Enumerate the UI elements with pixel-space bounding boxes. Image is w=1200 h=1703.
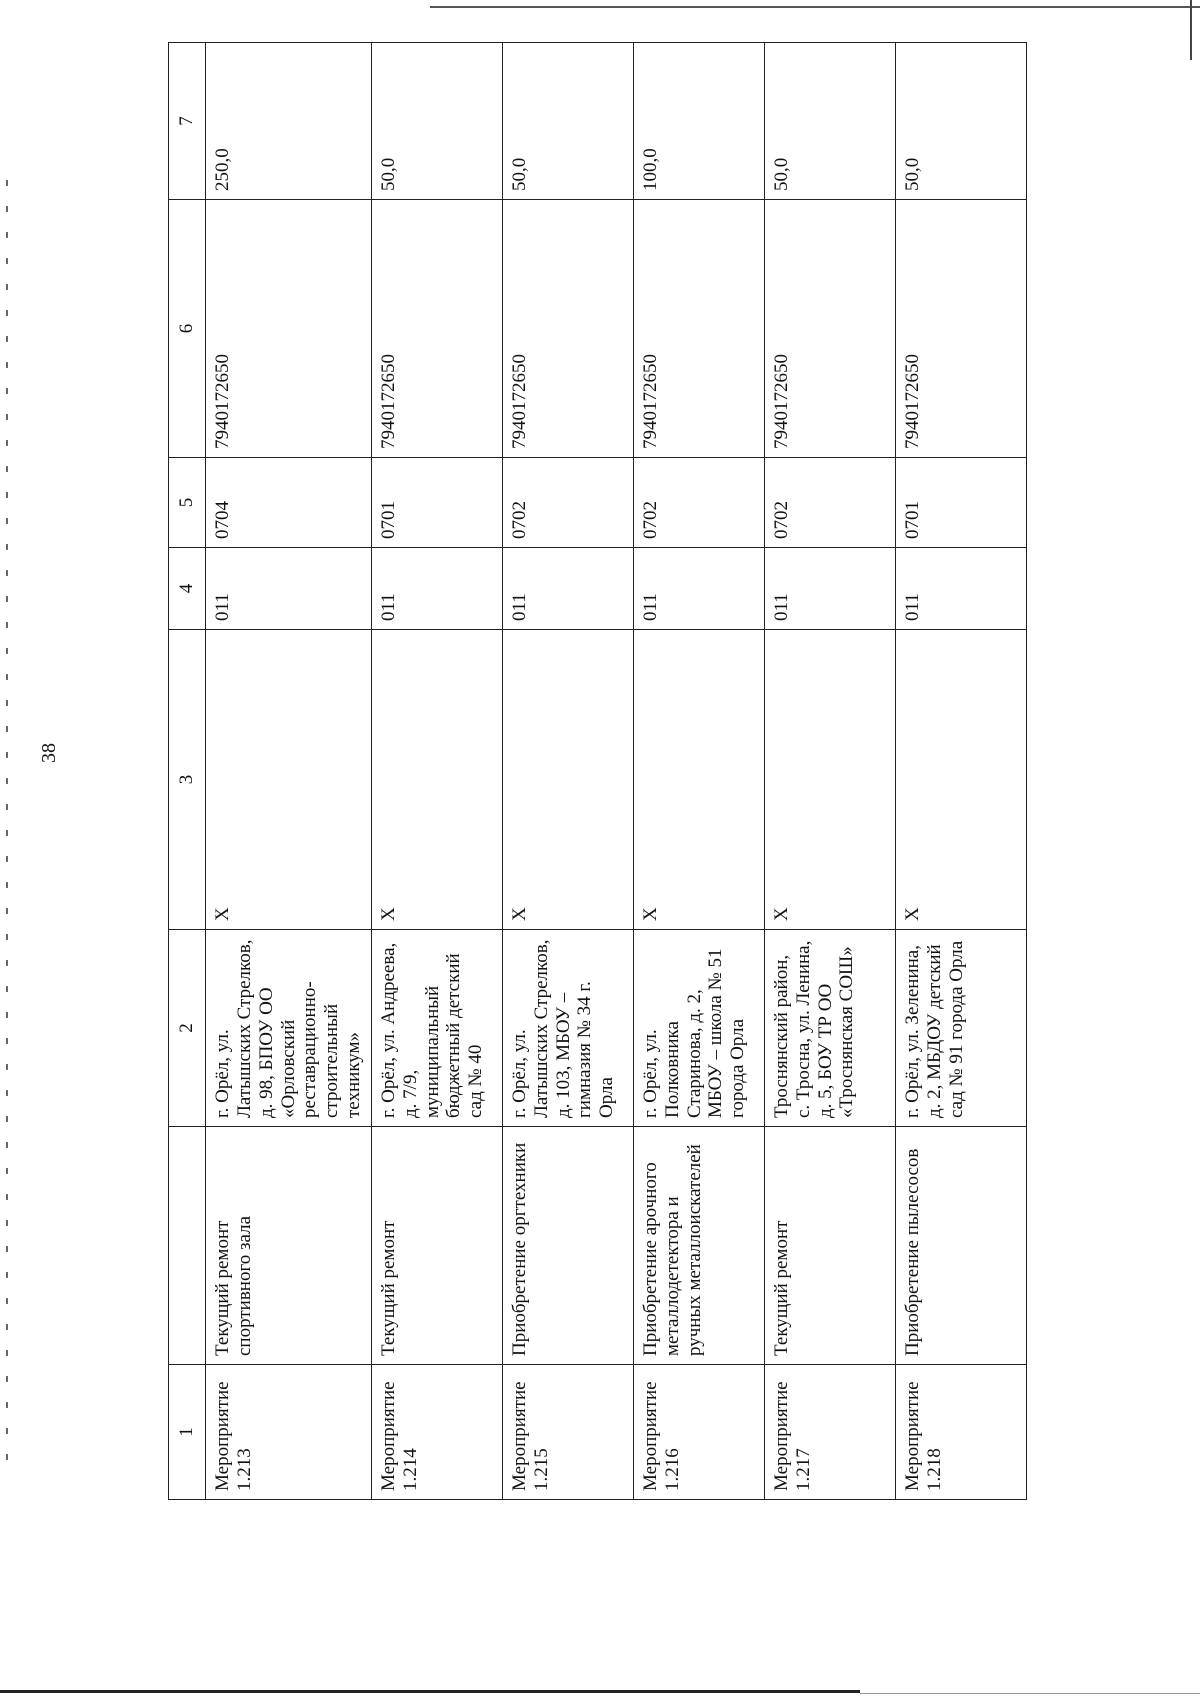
section-cell: 0704: [206, 458, 372, 548]
amount-cell: 50,0: [764, 43, 895, 200]
mark-cell: Х: [206, 630, 372, 930]
amount-cell: 50,0: [502, 43, 633, 200]
code-cell: 011: [895, 548, 1026, 630]
mark-cell: Х: [633, 630, 764, 930]
event-number-cell: Мероприятие 1.217: [764, 1365, 895, 1500]
event-name-cell: Текущий ремонт спортивного зала: [206, 1127, 372, 1365]
address-cell: г. Орёл, ул. Андреева, д. 7/9, муниципальный бюджетный детский сад № 40: [371, 930, 502, 1127]
address-cell: г. Орёл, ул. Зеленина, д. 2, МБДОУ детский сад № 91 города Орла: [895, 930, 1026, 1127]
header-cell: 4: [169, 548, 206, 630]
table-header-row: [169, 43, 206, 1500]
event-number-cell: Мероприятие 1.216: [633, 1365, 764, 1500]
table-row: [371, 43, 502, 1500]
header-cell: 1: [169, 1365, 206, 1500]
budget-table: [168, 42, 1027, 1500]
target-article-cell: 7940172650: [502, 200, 633, 458]
table-row: [764, 43, 895, 1500]
table-row: [895, 43, 1026, 1500]
code-cell: 011: [764, 548, 895, 630]
event-name-cell: Текущий ремонт: [371, 1127, 502, 1365]
event-name-cell: Текущий ремонт: [764, 1127, 895, 1365]
header-cell: 6: [169, 200, 206, 458]
section-cell: 0701: [371, 458, 502, 548]
mark-cell: Х: [895, 630, 1026, 930]
code-cell: 011: [502, 548, 633, 630]
event-name-cell: Приобретение пылесосов: [895, 1127, 1026, 1365]
header-cell: 7: [169, 43, 206, 200]
mark-cell: Х: [502, 630, 633, 930]
header-cell: 5: [169, 458, 206, 548]
amount-cell: 50,0: [371, 43, 502, 200]
section-cell: 0701: [895, 458, 1026, 548]
amount-cell: 250,0: [206, 43, 372, 200]
event-number-cell: Мероприятие 1.218: [895, 1365, 1026, 1500]
table-row: [206, 43, 372, 1500]
address-cell: г. Орёл, ул. Латышских Стрелков, д. 98, БПОУ ОО «Орловский реставрационно-строительный техникум»: [206, 930, 372, 1127]
mark-cell: Х: [371, 630, 502, 930]
section-cell: 0702: [633, 458, 764, 548]
target-article-cell: 7940172650: [764, 200, 895, 458]
table-row: [502, 43, 633, 1500]
target-article-cell: 7940172650: [895, 200, 1026, 458]
section-cell: 0702: [502, 458, 633, 548]
header-cell: 2: [169, 930, 206, 1127]
code-cell: 011: [371, 548, 502, 630]
header-cell: 3: [169, 630, 206, 930]
mark-cell: Х: [764, 630, 895, 930]
section-cell: 0702: [764, 458, 895, 548]
amount-cell: 50,0: [895, 43, 1026, 200]
event-number-cell: Мероприятие 1.213: [206, 1365, 372, 1500]
event-number-cell: Мероприятие 1.215: [502, 1365, 633, 1500]
event-name-cell: Приобретение оргтехники: [502, 1127, 633, 1365]
event-number-cell: Мероприятие 1.214: [371, 1365, 502, 1500]
address-cell: г. Орёл, ул. Латышских Стрелков, д. 103, МБОУ – гимназия № 34 г. Орла: [502, 930, 633, 1127]
address-cell: г. Орёл, ул. Полковника Старинова, д. 2, МБОУ – школа № 51 города Орла: [633, 930, 764, 1127]
table-row: [633, 43, 764, 1500]
address-cell: Троснянский район, с. Тросна, ул. Ленина, д. 5, БОУ ТР ОО «Троснянская СОШ»: [764, 930, 895, 1127]
target-article-cell: 7940172650: [206, 200, 372, 458]
code-cell: 011: [206, 548, 372, 630]
page-number: 38: [38, 743, 60, 763]
amount-cell: 100,0: [633, 43, 764, 200]
header-cell: [169, 1127, 206, 1365]
target-article-cell: 7940172650: [633, 200, 764, 458]
event-name-cell: Приобретение арочного металлодетектора и ручных металлоискателей: [633, 1127, 764, 1365]
code-cell: 011: [633, 548, 764, 630]
target-article-cell: 7940172650: [371, 200, 502, 458]
